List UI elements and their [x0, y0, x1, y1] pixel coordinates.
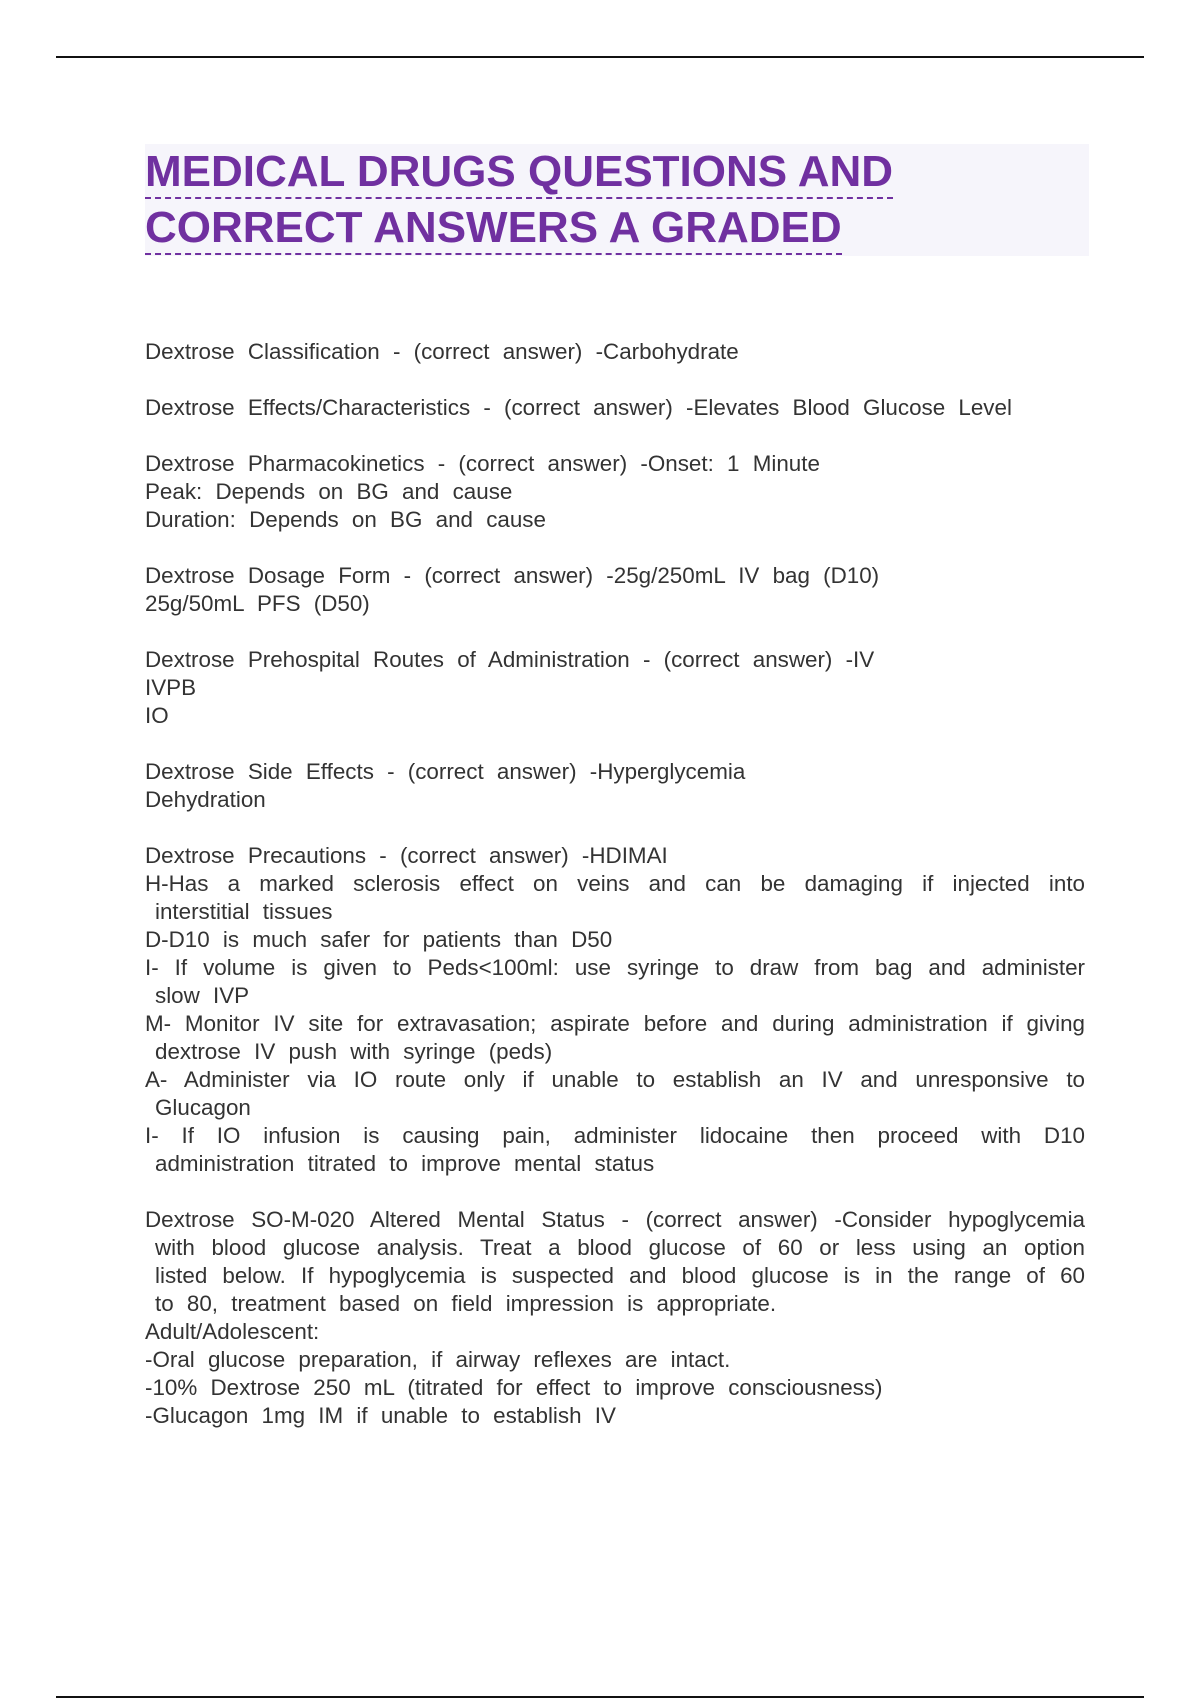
document-title: [145, 144, 1089, 256]
header-rule: [56, 56, 1144, 58]
qa-list: [145, 338, 1085, 1458]
title-line-2: CORRECT ANSWERS A GRADED: [145, 200, 1089, 256]
qa-line: Dextrose Prehospital Routes of Administration - (correct answer) -IV: [145, 647, 875, 672]
qa-line: Dextrose Side Effects - (correct answer) -Hyperglycemia: [145, 759, 746, 784]
qa-line: I- If volume is given to Peds<100ml: use syringe to draw from bag and administer slow IVP: [145, 955, 1085, 1008]
qa-entry-routes: [145, 646, 1085, 730]
qa-line: IO: [145, 703, 169, 728]
qa-line: Dextrose Classification - (correct answer) -Carbohydrate: [145, 339, 739, 364]
qa-line: Dextrose Dosage Form - (correct answer) -25g/250mL IV bag (D10): [145, 563, 880, 588]
qa-line: IVPB: [145, 675, 197, 700]
qa-line: -Glucagon 1mg IM if unable to establish IV: [145, 1403, 616, 1428]
footer-rule: [56, 1696, 1144, 1698]
qa-line: Dextrose Effects/Characteristics - (correct answer) -Elevates Blood Glucose Level: [145, 395, 1012, 420]
qa-line: Dextrose SO-M-020 Altered Mental Status - (correct answer) -Consider hypoglycemia with blood glucose analysis. Treat a blood glucose of 60 or less using an option listed below. If hypoglycemia is suspected and blood glucose is in the range of 60 to 80, treatment based on field impression is appropriate.: [145, 1207, 1085, 1316]
qa-entry-altered-mental-status: [145, 1206, 1085, 1430]
qa-entry-side-effects: [145, 758, 1085, 814]
qa-entry-pharmacokinetics: [145, 450, 1085, 534]
qa-entry-precautions: [145, 842, 1085, 1178]
qa-line: 25g/50mL PFS (D50): [145, 591, 370, 616]
qa-line: -10% Dextrose 250 mL (titrated for effect to improve consciousness): [145, 1375, 883, 1400]
qa-entry-effects: [145, 394, 1085, 422]
qa-line: Dehydration: [145, 787, 266, 812]
qa-entry-dosage-form: [145, 562, 1085, 618]
qa-line: Duration: Depends on BG and cause: [145, 507, 546, 532]
qa-line: M- Monitor IV site for extravasation; aspirate before and during administration if giving dextrose IV push with syringe (peds): [145, 1011, 1085, 1064]
qa-line: Peak: Depends on BG and cause: [145, 479, 513, 504]
title-line-1: MEDICAL DRUGS QUESTIONS AND: [145, 144, 1089, 200]
qa-line: -Oral glucose preparation, if airway reflexes are intact.: [145, 1347, 731, 1372]
qa-line: Adult/Adolescent:: [145, 1319, 320, 1344]
qa-line: Dextrose Precautions - (correct answer) -HDIMAI: [145, 843, 668, 868]
qa-line: Dextrose Pharmacokinetics - (correct answer) -Onset: 1 Minute: [145, 451, 820, 476]
qa-entry-classification: [145, 338, 1085, 366]
qa-line: H-Has a marked sclerosis effect on veins and can be damaging if injected into interstitial tissues: [145, 871, 1085, 924]
qa-line: I- If IO infusion is causing pain, administer lidocaine then proceed with D10 administration titrated to improve mental status: [145, 1123, 1085, 1176]
qa-line: A- Administer via IO route only if unable to establish an IV and unresponsive to Glucagon: [145, 1067, 1085, 1120]
qa-line: D-D10 is much safer for patients than D50: [145, 927, 613, 952]
